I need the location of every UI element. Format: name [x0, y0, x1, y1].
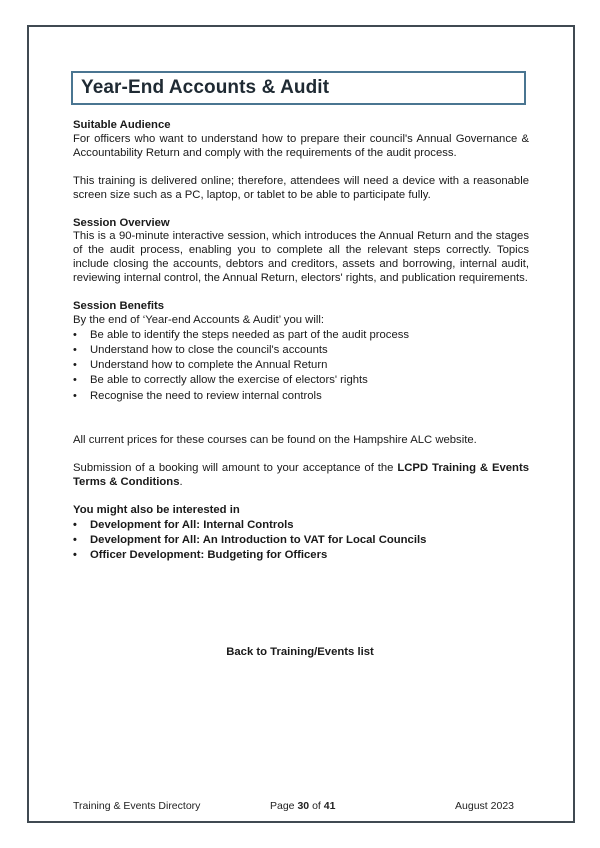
- session-overview-text: This is a 90-minute interactive session, which introduces the Annual Return and the stages of the audit process, enabling you to complete all the relevant steps correctly. Topics include closing the accounts, debtors and creditors, assets and borrowing, internal audit, reviewing internal control, the Annual Return, electors' rights, and publication requirements.: [73, 230, 529, 285]
- footer-directory-title: Training & Events Directory: [73, 800, 201, 812]
- prices-text: All current prices for these courses can be found on the Hampshire ALC website.: [73, 433, 477, 446]
- bullet-icon: •: [73, 518, 77, 531]
- title-box: [71, 71, 526, 105]
- related-course-link[interactable]: • Officer Development: Budgeting for Officers: [73, 548, 328, 561]
- footer-page-number: Page 30 of 41: [270, 800, 336, 812]
- bullet-icon: •: [73, 328, 77, 341]
- bullet-icon: •: [73, 374, 77, 387]
- session-benefits-heading: Session Benefits: [73, 300, 165, 313]
- main-content: [73, 119, 529, 564]
- suitable-audience-text: For officers who want to understand how to prepare their council's Annual Governance & Accountability Return and comply with the requirements of the audit process.: [73, 132, 529, 159]
- bullet-icon: •: [73, 389, 77, 402]
- session-overview-heading: Session Overview: [73, 216, 170, 229]
- terms-conditions-link[interactable]: LCPD Training & Events Terms & Conditions: [73, 461, 529, 488]
- back-to-list-link[interactable]: Back to Training/Events list: [226, 646, 374, 658]
- bullet-icon: •: [73, 533, 77, 546]
- page-title: Year-End Accounts & Audit: [81, 77, 330, 98]
- list-item: • Be able to identify the steps needed as part of the audit process: [73, 328, 410, 341]
- related-courses-list: [73, 519, 529, 563]
- session-benefits-intro: By the end of ‘Year-end Accounts & Audit’ you will:: [73, 313, 324, 326]
- list-item: • Understand how to close the council's accounts: [73, 344, 328, 357]
- suitable-audience-heading: Suitable Audience: [73, 119, 171, 131]
- delivery-text: This training is delivered online; therefore, attendees will need a device with a reasonable screen size such as a PC, laptop, or tablet to be able to participate fully.: [73, 174, 529, 201]
- bullet-icon: •: [73, 548, 77, 561]
- submission-text: Submission of a booking will amount to your acceptance of the LCPD Training & Events Terms & Conditions.: [73, 461, 529, 488]
- also-interested-heading: You might also be interested in: [73, 503, 240, 516]
- related-course-link[interactable]: • Development for All: An Introduction to VAT for Local Councils: [73, 533, 427, 546]
- bullet-icon: •: [73, 344, 77, 357]
- list-item: • Be able to correctly allow the exercise of electors' rights: [73, 374, 368, 387]
- list-item: • Recognise the need to review internal controls: [73, 389, 322, 402]
- bullet-icon: •: [73, 359, 77, 372]
- list-item: • Understand how to complete the Annual Return: [73, 359, 328, 372]
- benefits-list: [73, 329, 529, 404]
- related-course-link[interactable]: • Development for All: Internal Controls: [73, 518, 294, 531]
- footer-date: August 2023: [455, 800, 514, 812]
